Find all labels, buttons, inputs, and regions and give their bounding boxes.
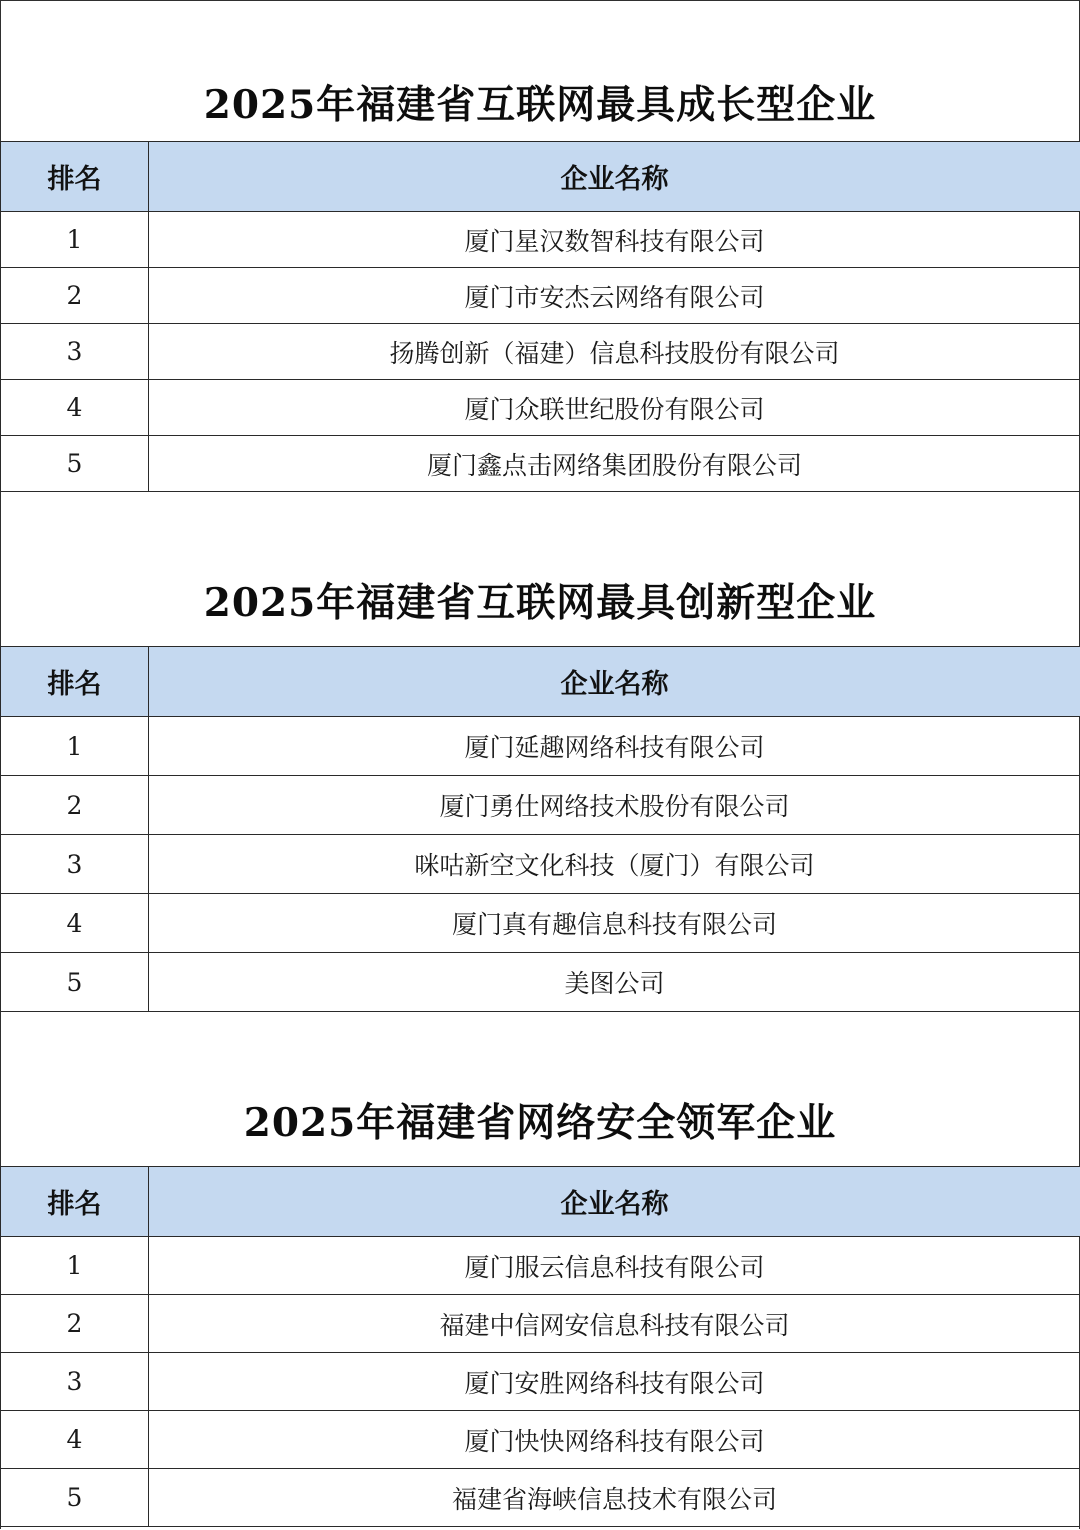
company-name-cell: 福建省海峡信息技术有限公司 (149, 1469, 1080, 1527)
column-header-rank: 排名 (1, 1167, 149, 1237)
table-row (1, 1469, 1080, 1527)
company-name-cell: 厦门真有趣信息科技有限公司 (149, 894, 1080, 953)
table-row (1, 776, 1080, 835)
section-title: 2025年福建省互联网最具成长型企业 (203, 82, 877, 128)
section-title: 2025年福建省互联网最具创新型企业 (203, 580, 877, 626)
rank-cell: 1 (1, 1237, 149, 1295)
rank-cell: 1 (1, 717, 149, 776)
company-name-cell: 厦门安胜网络科技有限公司 (149, 1353, 1080, 1411)
company-name-cell: 厦门延趣网络科技有限公司 (149, 717, 1080, 776)
rank-cell: 2 (1, 1295, 149, 1353)
table-row (1, 835, 1080, 894)
company-name-cell: 厦门星汉数智科技有限公司 (149, 212, 1080, 268)
column-header-rank: 排名 (1, 647, 149, 717)
table-row (1, 1411, 1080, 1469)
rank-cell: 4 (1, 380, 149, 436)
ranking-table (0, 141, 1080, 492)
rank-cell: 2 (1, 268, 149, 324)
table-row (1, 953, 1080, 1012)
table-row (1, 380, 1080, 436)
rank-cell: 5 (1, 1469, 149, 1527)
table-row (1, 717, 1080, 776)
rank-cell: 5 (1, 953, 149, 1012)
rank-cell: 3 (1, 324, 149, 380)
ranking-table (0, 1166, 1080, 1527)
company-name-cell: 厦门市安杰云网络有限公司 (149, 268, 1080, 324)
rank-cell: 5 (1, 436, 149, 492)
table-header-row (1, 1167, 1080, 1237)
rank-cell: 2 (1, 776, 149, 835)
company-name-cell: 咪咕新空文化科技（厦门）有限公司 (149, 835, 1080, 894)
column-header-company-name: 企业名称 (149, 1167, 1080, 1237)
column-header-company-name: 企业名称 (149, 142, 1080, 212)
table-header-row (1, 647, 1080, 717)
rank-cell: 4 (1, 894, 149, 953)
company-name-cell: 美图公司 (149, 953, 1080, 1012)
rank-cell: 1 (1, 212, 149, 268)
table-row (1, 1237, 1080, 1295)
company-name-cell: 厦门服云信息科技有限公司 (149, 1237, 1080, 1295)
company-name-cell: 扬腾创新（福建）信息科技股份有限公司 (149, 324, 1080, 380)
table-row (1, 1353, 1080, 1411)
table-row (1, 1295, 1080, 1353)
table-row (1, 324, 1080, 380)
table-row (1, 436, 1080, 492)
section-title: 2025年福建省网络安全领军企业 (243, 1100, 837, 1146)
column-header-rank: 排名 (1, 142, 149, 212)
column-header-company-name: 企业名称 (149, 647, 1080, 717)
company-name-cell: 福建中信网安信息科技有限公司 (149, 1295, 1080, 1353)
company-name-cell: 厦门勇仕网络技术股份有限公司 (149, 776, 1080, 835)
rank-cell: 4 (1, 1411, 149, 1469)
rank-cell: 3 (1, 1353, 149, 1411)
ranking-table (0, 646, 1080, 1012)
table-row (1, 268, 1080, 324)
table-row (1, 894, 1080, 953)
table-row (1, 212, 1080, 268)
rank-cell: 3 (1, 835, 149, 894)
company-name-cell: 厦门鑫点击网络集团股份有限公司 (149, 436, 1080, 492)
table-header-row (1, 142, 1080, 212)
company-name-cell: 厦门快快网络科技有限公司 (149, 1411, 1080, 1469)
company-name-cell: 厦门众联世纪股份有限公司 (149, 380, 1080, 436)
